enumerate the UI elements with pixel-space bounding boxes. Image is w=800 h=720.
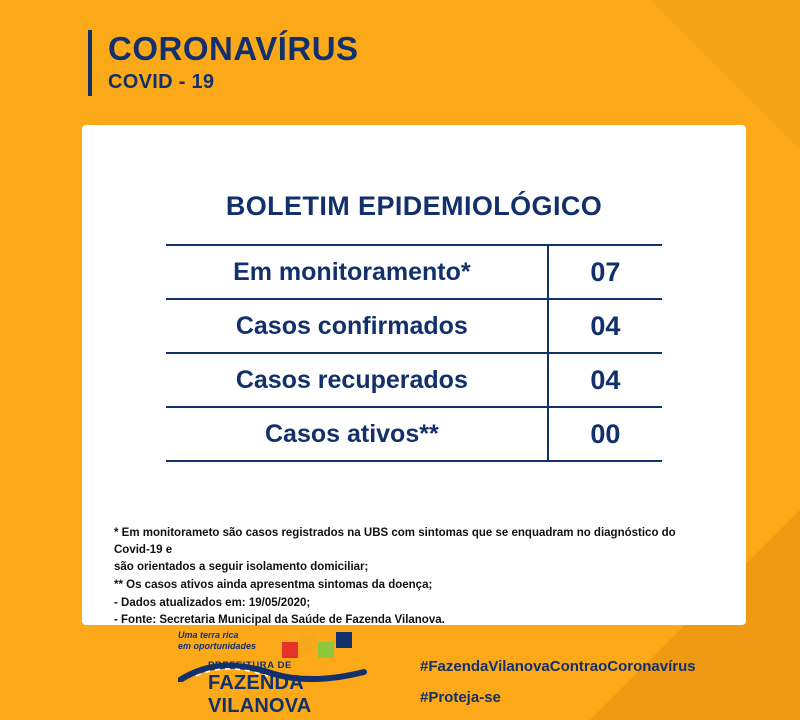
logo-tagline-line2: em oportunidades — [178, 641, 257, 652]
row-label: Casos ativos** — [166, 407, 548, 461]
poster-title: CORONAVÍRUS — [108, 30, 359, 68]
bulletin-title: BOLETIM EPIDEMIOLÓGICO — [225, 191, 603, 221]
table-row — [166, 245, 662, 299]
logo-blocks-icon — [282, 630, 366, 660]
poster-header — [88, 30, 359, 96]
logo-tagline-line1: Uma terra rica — [178, 630, 239, 640]
footnote-line: * Em monitorameto são casos registrados na UBS com sintomas que se enquadram no diagnóstico do Covid-19 e — [114, 527, 676, 556]
table-row — [166, 353, 662, 407]
city-logo — [170, 630, 390, 717]
row-value: 04 — [548, 299, 662, 353]
footnote-line: ** Os casos ativos ainda apresentma sintomas da doença; — [114, 579, 433, 592]
row-label: Casos recuperados — [166, 353, 548, 407]
footnote-line: são orientados a seguir isolamento domiciliar; — [114, 561, 369, 574]
row-label: Em monitoramento* — [166, 245, 548, 299]
logo-tagline — [178, 630, 278, 653]
header-text-block — [108, 30, 359, 96]
header-divider-rule — [88, 30, 92, 96]
footnote-line: - Fonte: Secretaria Municipal da Saúde de Fazenda Vilanova. — [114, 614, 445, 627]
footnote-line: - Dados atualizados em: 19/05/2020; — [114, 596, 311, 609]
row-label: Casos confirmados — [166, 299, 548, 353]
row-value: 04 — [548, 353, 662, 407]
table-row — [166, 407, 662, 461]
row-value: 07 — [548, 245, 662, 299]
statistics-table — [166, 244, 662, 462]
hashtag-primary: #FazendaVilanovaContraoCoronavírus — [420, 658, 696, 675]
hashtag-secondary: #Proteja-se — [420, 689, 501, 706]
footnotes — [114, 525, 714, 630]
row-value: 00 — [548, 407, 662, 461]
bulletin-card — [82, 125, 746, 625]
logo-city-name: FAZENDA VILANOVA — [208, 672, 312, 717]
logo-prefix: PREFEITURA DE — [208, 660, 292, 671]
hashtag-block — [420, 658, 696, 706]
poster-footer — [0, 630, 800, 720]
table-row — [166, 299, 662, 353]
poster-subtitle: COVID - 19 — [108, 70, 215, 93]
